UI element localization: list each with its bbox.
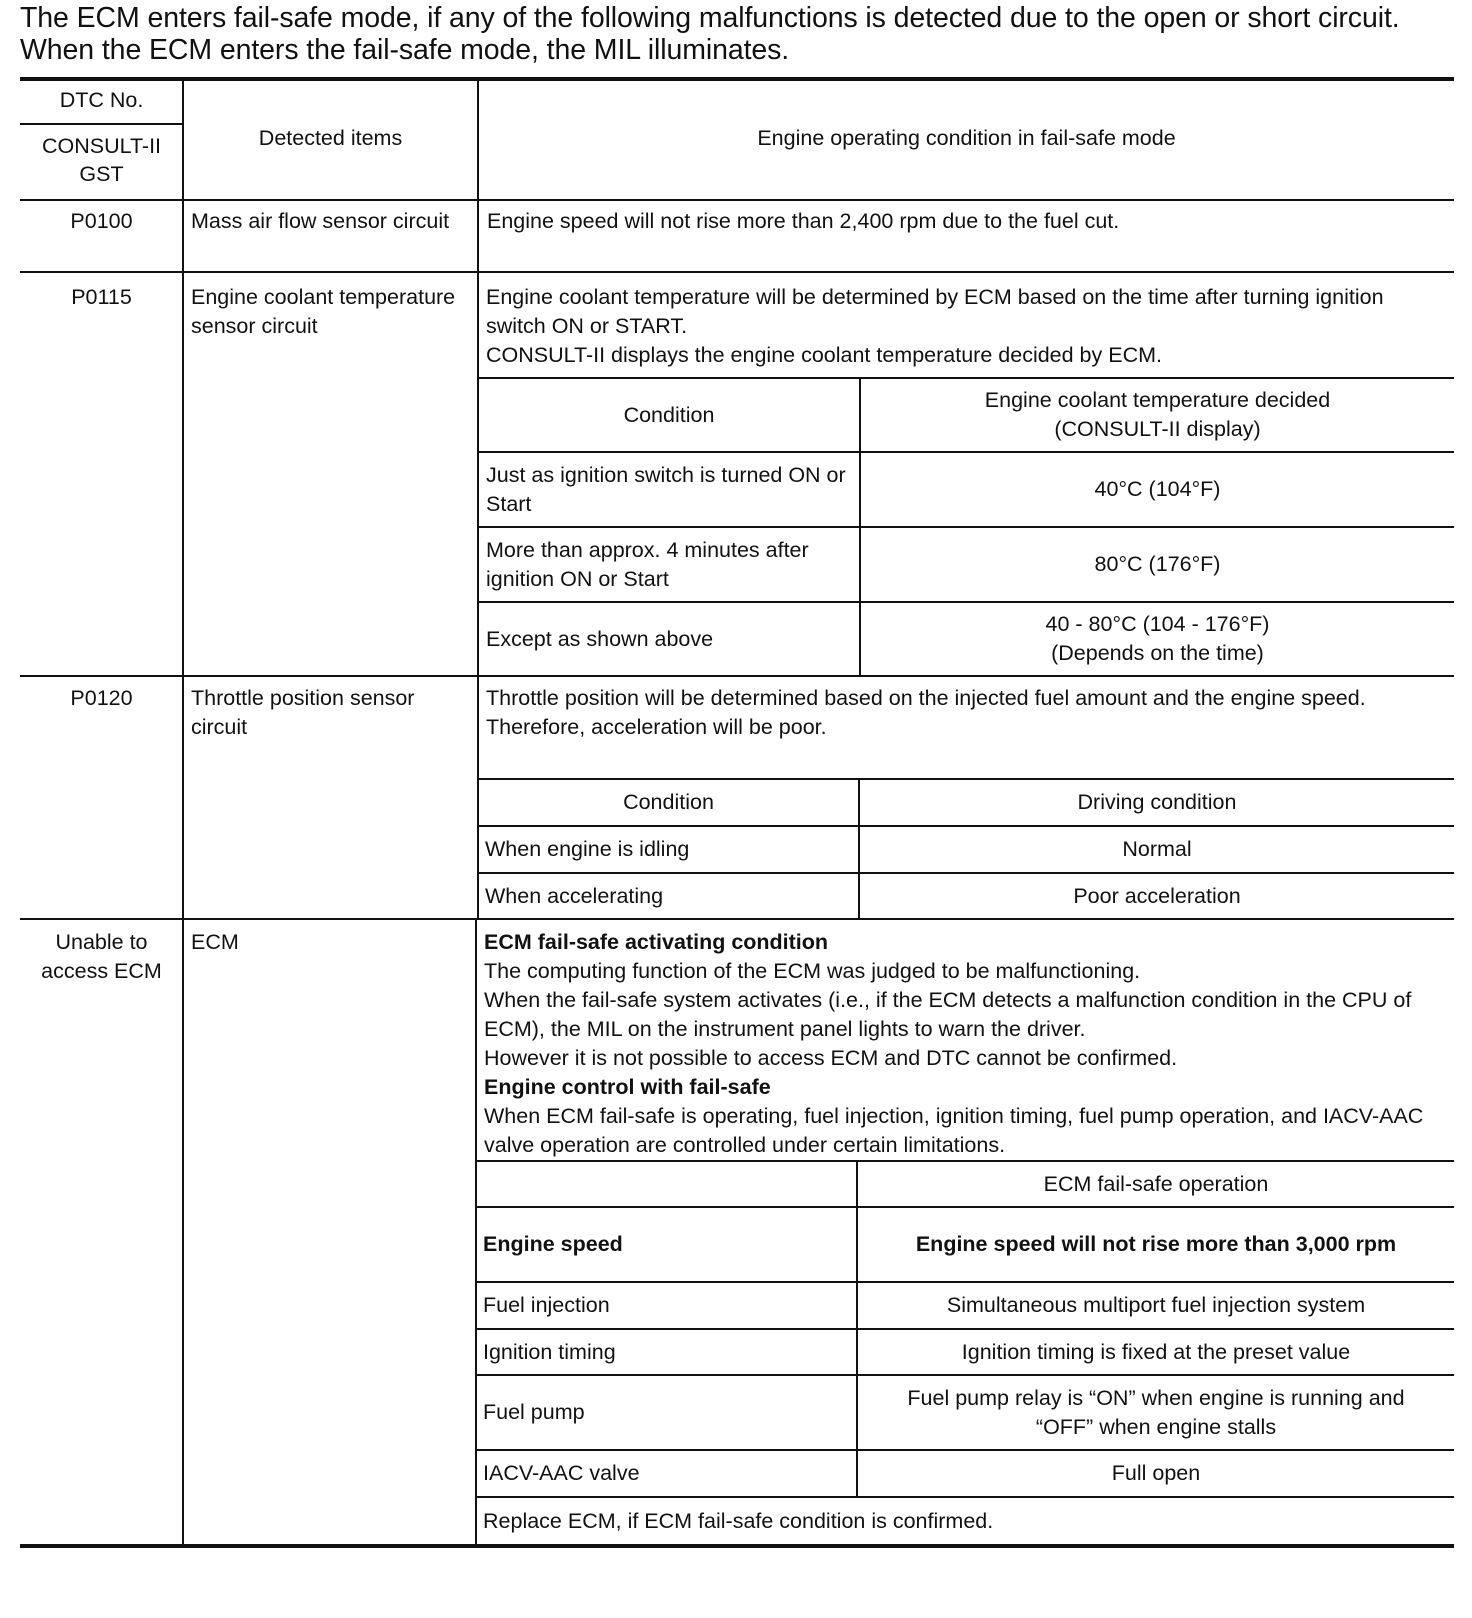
ecm-footer-note: Replace ECM, if ECM fail-safe condition is confirmed. [483,1508,994,1533]
table-bottom-rule [20,1544,1454,1548]
detected-item: ECM [191,930,239,954]
activating-title: ECM fail-safe activating condition [484,930,829,954]
description-line: However it is not possible to access ECM and DTC cannot be confirmed. [484,1046,1178,1070]
sub-condition-cell: When accelerating [485,883,664,908]
dtc-code: P0115 [71,285,132,309]
fail-safe-description [486,684,1446,742]
sub-value-cell: Fuel pump relay is “ON” when engine is running and “OFF” when engine stalls [907,1385,1405,1439]
description-line: Engine coolant temperature will be determined by ECM based on the time after turning ignition switch ON or START. [486,285,1384,338]
row-rule [20,918,1454,920]
sub-label-cell: IACV-AAC valve [483,1461,640,1485]
dtc-code: Unable to access ECM [41,930,162,983]
sub-header-driving: Driving condition [1077,790,1237,814]
sub-value-cell: Ignition timing is fixed at the preset value [961,1339,1351,1364]
sub-value-line: (Depends on the time) [1051,641,1264,665]
sub-label-cell: Ignition timing [483,1339,616,1364]
header-gst: GST [79,162,124,186]
header-consult: CONSULT-II [41,134,162,158]
description-line: CONSULT-II displays the engine coolant temperature decided by ECM. [486,343,1162,367]
header-dtc-no: DTC No. [59,88,144,112]
header-split-rule [20,123,183,125]
description-line: When ECM fail-safe is operating, fuel injection, ignition timing, fuel pump operation, and IACV-AAC valve operation are controlled under certain limitations. [484,1104,1424,1157]
table-top-rule [20,77,1454,81]
header-bottom-rule [20,199,1454,201]
sub-value-cell: Normal [1122,837,1192,861]
description-line: Throttle position will be determined based on the injected fuel amount and the engine speed. [486,686,1366,710]
sub-label-cell: Fuel injection [483,1293,610,1317]
sub-header-operation: ECM fail-safe operation [1043,1171,1269,1196]
header-detected-items: Detected items [258,126,403,150]
detected-item: Mass air flow sensor circuit [191,209,450,233]
column-divider [475,919,477,1546]
sub-label-cell: Fuel pump [483,1400,585,1424]
description-line: When the fail-safe system activates (i.e., if the ECM detects a malfunction condition in the CPU of ECM), the MIL on the instrument panel lights to warn the driver. [484,988,1412,1041]
header-engine-condition: Engine operating condition in fail-safe mode [757,126,1176,150]
sub-header-temperature: Engine coolant temperature decided (CONSULT-II display) [984,388,1331,441]
fail-safe-description [486,283,1446,370]
sub-value-line: 40 - 80°C (104 - 176°F) [1045,612,1270,636]
sub-condition-cell: More than approx. 4 minutes after ignition ON or Start [486,537,809,591]
dtc-code: P0100 [70,209,133,233]
detected-item: Engine coolant temperature sensor circuit [191,285,456,338]
fail-safe-condition: Engine speed will not rise more than 2,400 rpm due to the fuel cut. [487,209,1120,233]
control-title: Engine control with fail-safe [484,1075,771,1099]
description-line: The computing function of the ECM was judged to be malfunctioning. [484,959,1141,983]
sub-value-cell: Poor acceleration [1073,883,1241,908]
sub-value-cell: 80°C (176°F) [1094,552,1221,576]
row-rule [20,271,1454,273]
intro-paragraph: The ECM enters fail-safe mode, if any of the following malfunctions is detected due to the open or short circuit. When the ECM enters the fail-safe mode, the MIL illuminates. [20,2,1400,66]
sub-value-cell [861,610,1454,668]
sub-header-condition: Condition [623,402,715,427]
sub-label-cell: Engine speed [483,1232,623,1256]
sub-value-cell: 40°C (104°F) [1094,477,1221,501]
dtc-code: P0120 [70,686,133,710]
detected-item: Throttle position sensor circuit [191,686,415,739]
sub-value-cell: Engine speed will not rise more than 3,000 rpm [915,1232,1397,1256]
sub-value-cell: Simultaneous multiport fuel injection system [946,1293,1366,1317]
sub-value-cell: Full open [1111,1461,1201,1485]
sub-condition-cell: When engine is idling [485,837,690,861]
row-rule [20,675,1454,677]
sub-condition-cell: Just as ignition switch is turned ON or Start [486,462,846,516]
description-line: Therefore, acceleration will be poor. [486,715,827,739]
ecm-description [484,928,1446,1160]
sub-condition-cell: Except as shown above [486,626,714,651]
sub-header-condition: Condition [623,790,714,814]
